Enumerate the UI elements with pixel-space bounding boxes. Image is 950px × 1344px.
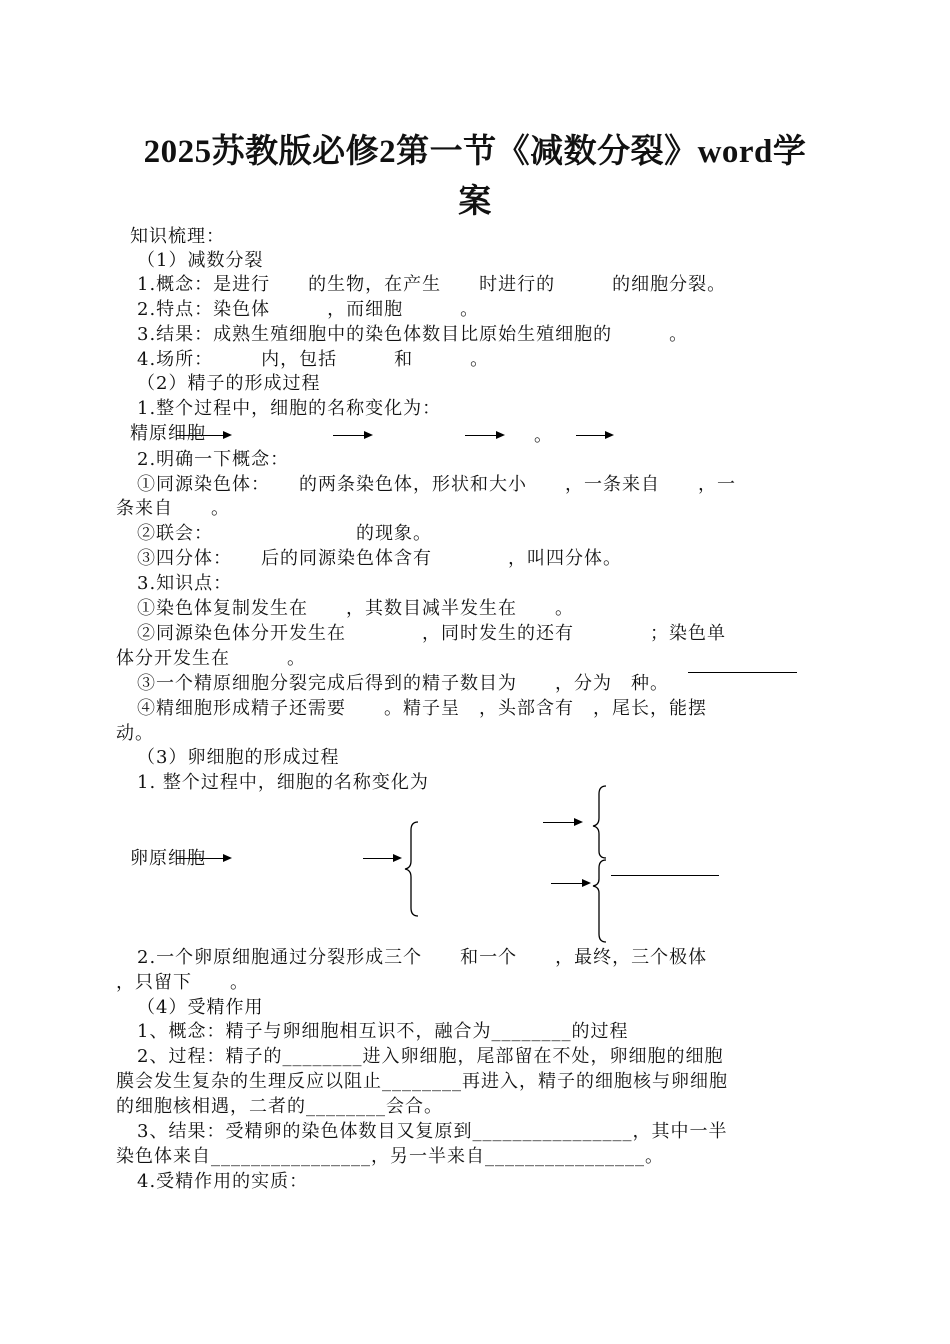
sperm-chain-period: 。 (534, 425, 553, 446)
fertilization-result: 3、结果：受精卵的染色体数目又复原到________________，其中一半 (137, 1121, 728, 1142)
homologous-chromosome: ①同源染色体： 的两条染色体，形状和大小 ，一条来自 ，一 (137, 474, 736, 495)
knowledge-points-heading: 3.知识点： (137, 573, 233, 594)
tetrad: ③四分体： 后的同源染色体含有 ，叫四分体。 (137, 548, 622, 569)
meiosis-feature: 2.特点：染色体 ，而细胞 。 (137, 299, 480, 320)
synapsis: ②联会： 的现象。 (137, 523, 432, 544)
egg-process-intro: 1. 整个过程中，细胞的名称变化为 (137, 772, 429, 793)
sperm-formation: ④精细胞形成精子还需要 。精子呈 ，头部含有 ，尾长，能摆 (137, 698, 707, 719)
fertilization-process: 2、过程：精子的________进入卵细胞，尾部留在不处，卵细胞的细胞 (137, 1046, 724, 1067)
sperm-formation-cont: 动。 (116, 723, 154, 744)
fertilization-process-cont: 膜会发生复杂的生理反应以阻止________再进入，精子的细胞核与卵细胞 (116, 1071, 728, 1092)
fertilization-concept: 1、概念：精子与卵细胞相互识不，融合为________的过程 (137, 1021, 629, 1042)
heading-sperm: （2）精子的形成过程 (137, 373, 321, 394)
egg-division-cont: ，只留下 。 (116, 972, 249, 993)
heading-egg: （3）卵细胞的形成过程 (137, 747, 340, 768)
homologous-chromosome-cont: 条来自 。 (116, 498, 230, 519)
sperm-start-label: 精原细胞 (130, 423, 206, 444)
sperm-process-intro: 1.整个过程中，细胞的名称变化为： (137, 398, 442, 419)
meiosis-place: 4.场所： 内，包括 和 。 (137, 349, 490, 370)
fertilization-process-cont2: 的细胞核相遇，二者的________会合。 (116, 1096, 443, 1117)
meiosis-concept: 1.概念：是进行 的生物，在产生 时进行的 的细胞分裂。 (137, 274, 727, 295)
heading-meiosis: （1）减数分裂 (137, 250, 264, 271)
left-brace-icon (593, 860, 606, 942)
meiosis-result: 3.结果：成熟生殖细胞中的染色体数目比原始生殖细胞的 。 (137, 324, 689, 345)
fertilization-essence: 4.受精作用的实质： (137, 1171, 309, 1192)
homologous-separation-cont: 体分开发生在 。 (116, 648, 306, 669)
left-brace-icon (593, 786, 606, 858)
concept-heading: 2.明确一下概念： (137, 449, 290, 470)
left-brace-icon (405, 822, 418, 916)
title-line-1: 2025苏教版必修2第一节《减数分裂》word学 (143, 134, 807, 170)
egg-division: 2.一个卵原细胞通过分裂形成三个 和一个 ，最终，三个极体 (137, 947, 708, 968)
homologous-separation: ②同源染色体分开发生在 ，同时发生的还有 ；染色单 (137, 623, 726, 644)
heading-fertilization: （4）受精作用 (137, 997, 264, 1018)
chromosome-replication: ①染色体复制发生在 ，其数目减半发生在 。 (137, 598, 574, 619)
fertilization-result-cont: 染色体来自________________，另一半来自________________。 (116, 1146, 664, 1167)
egg-start-label: 卵原细胞 (130, 848, 206, 869)
sperm-count: ③一个精原细胞分裂完成后得到的精子数目为 ，分为 种。 (137, 673, 669, 694)
section-knowledge: 知识梳理： (130, 226, 225, 247)
title-line-2: 案 (458, 184, 492, 220)
